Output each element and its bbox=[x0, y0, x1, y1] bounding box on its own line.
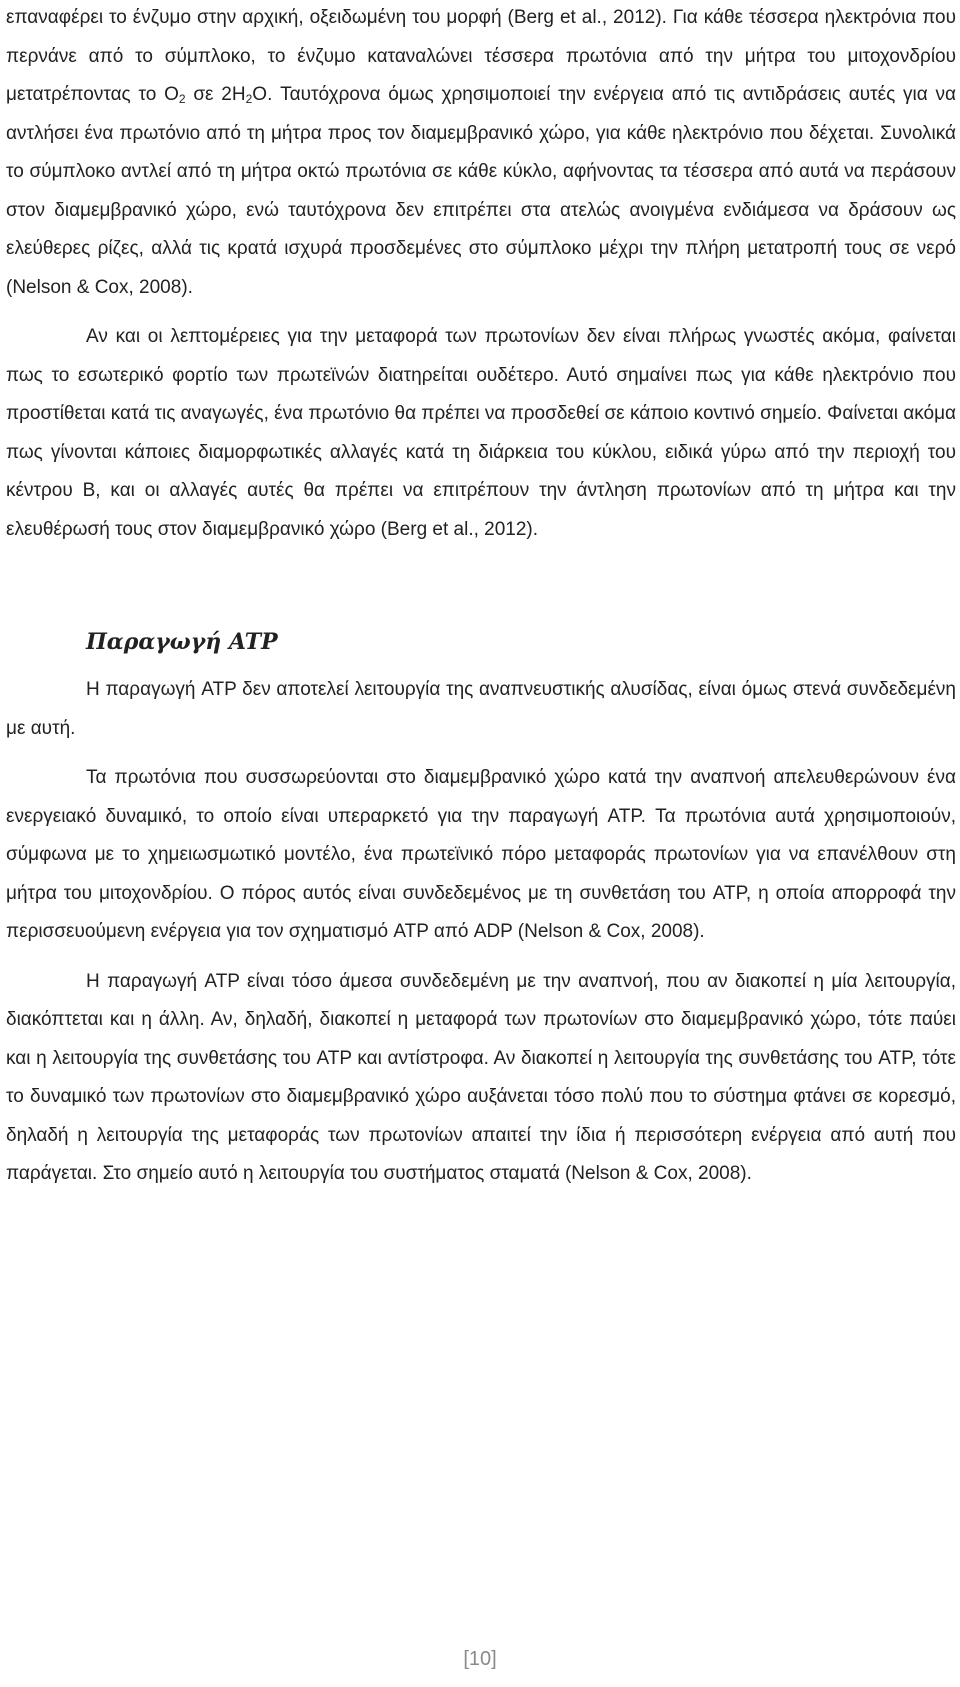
paragraph-atp-intro: Η παραγωγή ATP δεν αποτελεί λειτουργία της αναπνευστικής αλυσίδας, είναι όμως στενά συνδεδεμένη με αυτή. bbox=[6, 679, 956, 739]
paragraph-proton-transfer-details: Αν και οι λεπτομέρειες για την μεταφορά των πρωτονίων δεν είναι πλήρως γνωστές ακόμα, φαίνεται πως το εσωτερικό φορτίο των πρωτεϊνών διατηρείται ουδέτερο. Αυτό σημαίνει πως για κάθε ηλεκτρόνιο που προστίθεται κατά τις αναγωγές, ένα πρωτόνιο θα πρέπει να προσδεθεί σε κάποιο κοντινό σημείο. Φαίνεται ακόμα πως γίνονται κάποιες διαμορφωτικές αλλαγές κατά τη διάρκεια του κύκλου, ειδικά γύρω από την περιοχή του κέντρου B, και οι αλλαγές αυτές θα πρέπει να επιτρέπουν την άντληση πρωτονίων από τη μήτρα και την ελευθέρωσή τους στον διαμεμβρανικό χώρο (Berg et al., 2012). bbox=[6, 326, 956, 540]
page-number: [10] bbox=[463, 1648, 497, 1670]
paragraph-atp-coupling: Η παραγωγή ATP είναι τόσο άμεσα συνδεδεμένη με την αναπνοή, που αν διακοπεί η μία λειτουργία, διακόπτεται και η άλλη. Αν, δηλαδή, διακοπεί η μεταφορά των πρωτονίων στο διαμεμβρανικό χώρο, τότε παύει και η λειτουργία της συνθετάσης του ATP και αντίστροφα. Αν διακοπεί η λειτουργία της συνθετάσης του ATP, τότε το δυναμικό των πρωτονίων στο διαμεμβρανικό χώρο αυξάνεται τόσο πολύ που το σύστημα φτάνει σε κορεσμό, δηλαδή η λειτουργία της μεταφοράς των πρωτονίων απαιτεί την ίδια ή περισσότερη ενέργεια από αυτή που παράγεται. Στο σημείο αυτό η λειτουργία του συστήματος σταματά (Nelson & Cox, 2008). bbox=[6, 970, 956, 1184]
document-page bbox=[6, 0, 956, 1194]
paragraph-chemiosmotic-model: Τα πρωτόνια που συσσωρεύονται στο διαμεμβρανικό χώρο κατά την αναπνοή απελευθερώνουν ένα ενεργειακό δυναμικό, το οποίο είναι υπεραρκετό για την παραγωγή ATP. Τα πρωτόνια αυτά χρησιμοποιούν, σύμφωνα με το χημειωσμωτικό μοντέλο, ένα πρωτεϊνικό πόρο μεταφοράς πρωτονίων για να επανέλθουν στη μήτρα του μιτοχονδρίου. Ο πόρος αυτός είναι συνδεδεμένος με τη συνθετάση του ATP, η οποία απορροφά την περισσευούμενη ενέργεια για τον σχηματισμό ATP από ADP (Nelson & Cox, 2008). bbox=[6, 767, 956, 942]
paragraph-complex-iv-protons bbox=[6, 0, 956, 307]
subscript-2: 2 bbox=[178, 92, 186, 106]
paragraph-text: σε 2H bbox=[185, 84, 246, 105]
subscript-2: 2 bbox=[245, 92, 253, 106]
paragraph-text: O. Ταυτόχρονα όμως χρησιμοποιεί την ενέργεια από τις αντιδράσεις αυτές για να αντλήσει ένα πρωτόνιο από τη μήτρα προς τον διαμεμβρανικό χώρο, για κάθε ηλεκτρόνιο που δέχεται. Συνολικά το σύμπλοκο αντλεί από τη μήτρα οκτώ πρωτόνια σε κάθε κύκλο, αφήνοντας τα τέσσερα από αυτά να περάσουν στον διαμεμβρανικό χώρο, ενώ ταυτόχρονα δεν επιτρέπει στα ατελώς ανοιγμένα ενδιάμεσα να δράσουν ως ελεύθερες ρίζες, αλλά τις κρατά ισχυρά προσδεμένες στο σύμπλοκο μέχρι την πλήρη μετατροπή τους σε νερό (Nelson & Cox, 2008). bbox=[6, 84, 957, 298]
section-heading: Παραγωγή ATP bbox=[86, 629, 278, 655]
paragraph-text: επαναφέρει το ένζυμο στην αρχική, οξειδωμένη του μορφή (Berg et al., 2012). Για κάθε τέσσερα ηλεκτρόνια που περνάνε από το σύμπλοκο, το ένζυμο καταναλώνει τέσσερα πρωτόνια από την μήτρα του μιτοχονδρίου μετατρέποντας το O bbox=[6, 7, 956, 105]
